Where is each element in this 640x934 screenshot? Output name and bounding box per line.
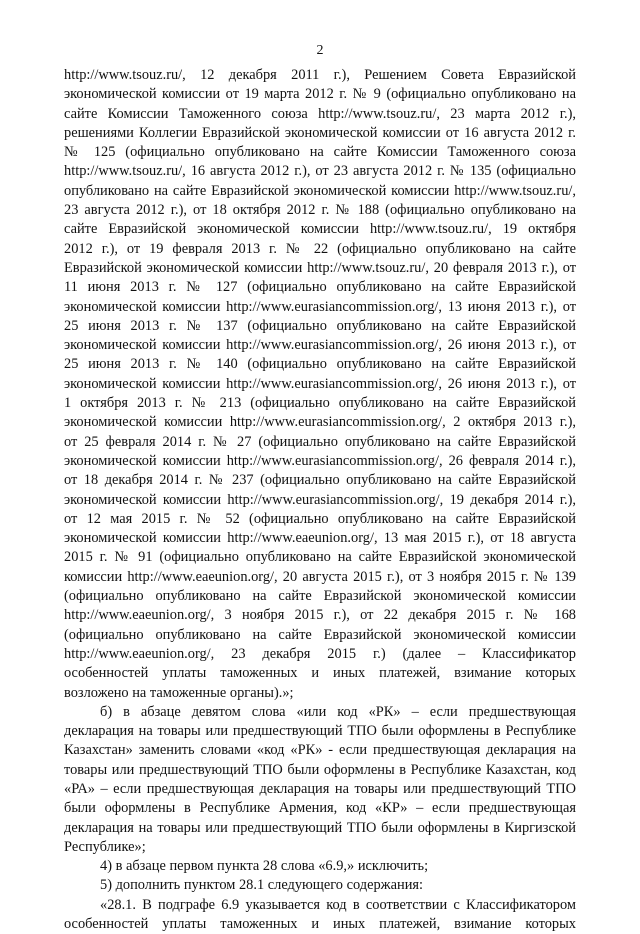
text-line: http://www.eaeunion.org/, 23 декабря 2015 г.) (далее – Классификатор: [64, 645, 576, 662]
document-body: [64, 66, 576, 934]
text-line: экономической комиссии http://www.eurasiancommission.org/, 26 июня 2013 г.), от: [64, 375, 576, 392]
text-line: (официально опубликовано на сайте Евразийской экономической комиссии: [64, 588, 576, 605]
text-line: от 12 мая 2015 г. № 52 (официально опубликовано на сайте Евразийской: [64, 510, 576, 527]
text-line: были оформлены в Республике Армения, код «КР» – если предшествующая: [64, 800, 576, 817]
text-line: декларация на товары или предшествующий ТПО были оформлены в Республике: [64, 723, 576, 740]
text-line: экономической комиссии http://www.eurasiancommission.org/, 2 октября 2013 г.),: [64, 414, 576, 431]
text-line: товары или предшествующий ТПО были оформлены в Республике Казахстан, код: [64, 761, 576, 778]
page-number: 2: [316, 43, 324, 58]
text-line: «РА» – если предшествующая декларация на товары или предшествующий ТПО: [64, 780, 576, 797]
text-line: декларация на товары или предшествующий ТПО были оформлены в Киргизской: [64, 819, 576, 836]
text-line: 25 июня 2013 г. № 137 (официально опубликовано на сайте Евразийской: [64, 317, 576, 334]
text-line: экономической комиссии http://www.eurasiancommission.org/, 26 февраля 2014 г.),: [64, 452, 576, 469]
text-line: Республике»;: [64, 838, 146, 855]
text-line: экономической комиссии от 19 марта 2012 г. № 9 (официально опубликовано на: [64, 86, 576, 103]
text-line: от 25 февраля 2014 г. № 27 (официально опубликовано на сайте Евразийской: [64, 433, 576, 450]
text-line: 11 июня 2013 г. № 127 (официально опубликовано на сайте Евразийской: [64, 279, 576, 296]
text-line: экономической комиссии http://www.eurasiancommission.org/, 13 июня 2013 г.), от: [64, 298, 576, 315]
text-line: http://www.eaeunion.org/, 3 ноября 2015 г.), от 22 декабря 2015 г. № 168: [64, 607, 576, 624]
text-line: Казахстан» заменить словами «код «РК» - если предшествующая декларация на: [64, 742, 576, 759]
text-line: № 125 (официально опубликовано на сайте Комиссии Таможенного союза: [64, 144, 576, 161]
text-line: комиссии http://www.eaeunion.org/, 20 августа 2015 г.), от 3 ноября 2015 г. № 139: [64, 568, 576, 585]
text-line: экономической комиссии http://www.eaeunion.org/, 13 мая 2015 г.), от 18 августа: [64, 530, 576, 547]
text-line: от 18 декабря 2014 г. № 237 (официально опубликовано на сайте Евразийской: [64, 472, 576, 489]
text-line: 5) дополнить пунктом 28.1 следующего содержания:: [100, 877, 424, 894]
text-line: сайте Евразийской экономической комиссии http://www.tsouz.ru/, 19 октября: [64, 221, 576, 238]
text-line: экономической комиссии http://www.eurasiancommission.org/, 19 декабря 2014 г.),: [64, 491, 576, 508]
text-line: 2012 г.), от 19 февраля 2013 г. № 22 (официально опубликовано на сайте: [64, 240, 576, 257]
text-line: опубликовано на сайте Евразийской экономической комиссии http://www.tsouz.ru/,: [64, 182, 576, 199]
text-line: 1 октября 2013 г. № 213 (официально опубликовано на сайте Евразийской: [64, 395, 576, 412]
text-line: особенностей уплаты таможенных и иных платежей, взимание которых: [64, 916, 576, 933]
text-line: 23 августа 2012 г.), от 18 октября 2012 г. № 188 (официально опубликовано на: [64, 202, 576, 219]
text-line: 2015 г. № 91 (официально опубликовано на сайте Евразийской экономической: [64, 549, 576, 566]
text-line: б) в абзаце девятом слова «или код «РК» – если предшествующая: [100, 703, 576, 720]
text-line: Евразийской экономической комиссии http://www.tsouz.ru/, 20 февраля 2013 г.), от: [64, 259, 576, 276]
text-line: решениями Коллегии Евразийской экономической комиссии от 16 августа 2012 г.: [64, 124, 576, 141]
text-line: http://www.tsouz.ru/, 16 августа 2012 г.), от 23 августа 2012 г. № 135 (официально: [64, 163, 576, 180]
text-line: экономической комиссии http://www.eurasiancommission.org/, 26 июня 2013 г.), от: [64, 337, 576, 354]
text-line: возложено на таможенные органы).»;: [64, 684, 294, 701]
text-line: 25 июня 2013 г. № 140 (официально опубликовано на сайте Евразийской: [64, 356, 576, 373]
text-line: 4) в абзаце первом пункта 28 слова «6.9,» исключить;: [100, 858, 429, 875]
text-line: http://www.tsouz.ru/, 12 декабря 2011 г.), Решением Совета Евразийской: [64, 67, 576, 83]
text-line: «28.1. В подграфе 6.9 указывается код в соответствии с Классификатором: [100, 896, 576, 913]
text-line: (официально опубликовано на сайте Евразийской экономической комиссии: [64, 626, 576, 643]
text-line: особенностей уплаты таможенных и иных платежей, взимание которых: [64, 665, 576, 682]
text-line: сайте Комиссии Таможенного союза http://www.tsouz.ru/, 23 марта 2012 г.),: [64, 105, 576, 122]
